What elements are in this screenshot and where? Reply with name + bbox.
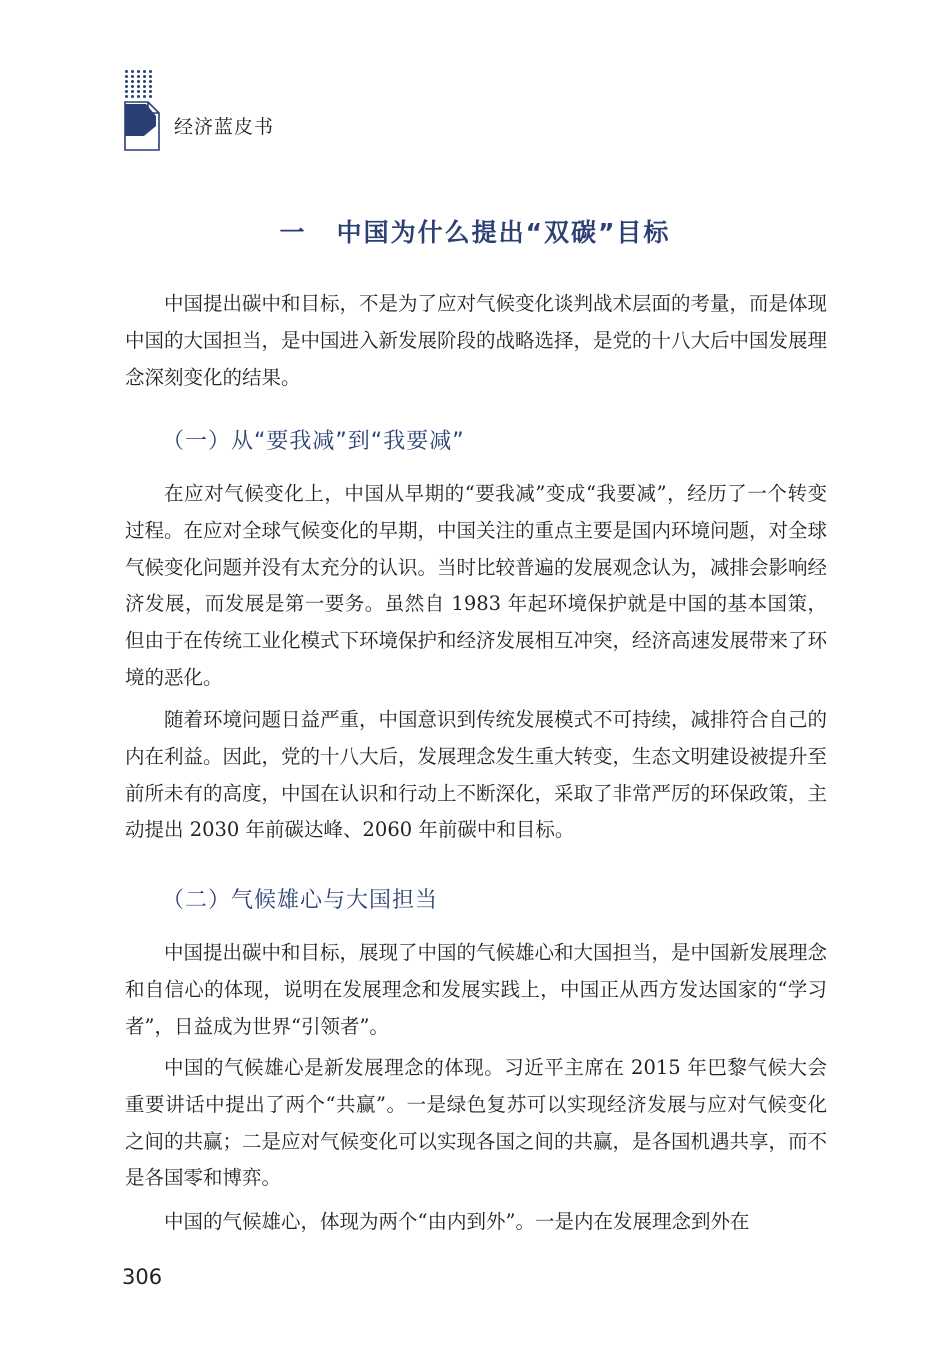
grid-dot [131, 70, 134, 73]
grid-dot [149, 75, 152, 78]
grid-dot [125, 70, 128, 73]
body-paragraph: 中国的气候雄心是新发展理念的体现。习近平主席在 2015 年巴黎气候大会重要讲话中提出了两个“共赢”。一是绿色复苏可以实现经济发展与应对气候变化之间的共赢；二是应对气候变化可以实现各国之间的共赢，是各国机遇共享，而不是各国零和博弈。 [125, 1056, 828, 1190]
grid-dot [137, 90, 140, 93]
subheading-2: （二）气候雄心与大国担当 [162, 888, 439, 913]
grid-dot [131, 95, 134, 98]
section-title: 中国为什么提出“双碳”目标 [336, 218, 671, 247]
subheading-1: （一）从“要我减”到“我要减” [162, 429, 465, 454]
grid-dot [131, 85, 134, 88]
grid-dot [137, 80, 140, 83]
body-paragraph: 随着环境问题日益严重，中国意识到传统发展模式不可持续，减排符合自己的内在利益。因此，党的十八大后，发展理念发生重大转变，生态文明建设被提升至前所未有的高度，中国在认识和行动上不断深化，采取了非常严厉的环保政策，主动提出 2030 年前碳达峰、2060 年前碳中和目标。 [125, 708, 828, 842]
grid-dot [143, 80, 146, 83]
series-logo [122, 70, 162, 152]
grid-dot [131, 90, 134, 93]
page-number: 306 [122, 1265, 163, 1289]
body-paragraph: 在应对气候变化上，中国从早期的“要我减”变成“我要减”，经历了一个转变过程。在应对全球气候变化的早期，中国关注的重点主要是国内环境问题，对全球气候变化问题并没有太充分的认识。当时比较普遍的发展观念认为，减排会影响经济发展，而发展是第一要务。虽然自 1983 年起环境保护就是中国的基本国策，但由于在传统工业化模式下环境保护和经济发展相互冲突，经济高速发展带来了环境的恶化。 [125, 482, 828, 689]
grid-dot [137, 95, 140, 98]
grid-dot [137, 70, 140, 73]
grid-dot [149, 85, 152, 88]
grid-dot [137, 85, 140, 88]
body-paragraph: 中国提出碳中和目标，展现了中国的气候雄心和大国担当，是中国新发展理念和自信心的体现，说明在发展理念和发展实践上，中国正从西方发达国家的“学习者”，日益成为世界“引领者”。 [125, 941, 828, 1038]
series-title: 经济蓝皮书 [174, 116, 275, 138]
grid-dot [131, 80, 134, 83]
dot-grid-ornament [125, 70, 155, 100]
section-number: 一 [279, 218, 307, 247]
grid-dot [131, 75, 134, 78]
intro-paragraph: 中国提出碳中和目标，不是为了应对气候变化谈判战术层面的考量，而是体现中国的大国担当，是中国进入新发展阶段的战略选择，是党的十八大后中国发展理念深刻变化的结果。 [125, 292, 828, 389]
grid-dot [137, 75, 140, 78]
grid-dot [125, 95, 128, 98]
grid-dot [149, 70, 152, 73]
body-paragraph: 中国的气候雄心，体现为两个“由内到外”。一是内在发展理念到外在 [164, 1210, 750, 1233]
grid-dot [149, 95, 152, 98]
grid-dot [143, 90, 146, 93]
grid-dot [149, 90, 152, 93]
book-corner-icon [122, 100, 162, 152]
grid-dot [125, 75, 128, 78]
grid-dot [143, 85, 146, 88]
grid-dot [125, 80, 128, 83]
grid-dot [125, 85, 128, 88]
grid-dot [143, 95, 146, 98]
grid-dot [149, 80, 152, 83]
section-heading [0, 213, 950, 249]
grid-dot [125, 90, 128, 93]
grid-dot [143, 75, 146, 78]
grid-dot [143, 70, 146, 73]
